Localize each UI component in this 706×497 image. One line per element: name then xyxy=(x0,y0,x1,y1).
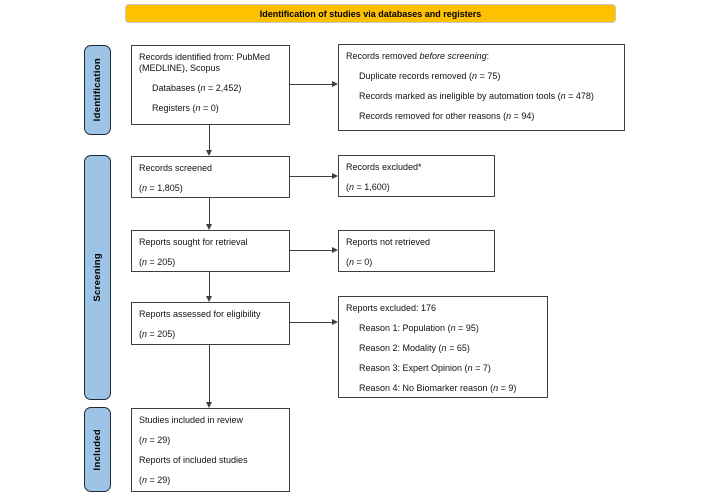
box-line: Studies included in review xyxy=(139,415,244,425)
stage-identification-label: Identification xyxy=(92,58,103,122)
arrow-assessed-to-included-head-icon xyxy=(206,402,212,408)
arrow-screened-to-excluded-line xyxy=(290,176,332,177)
arrow-sought-to-notretrieved-line xyxy=(290,250,332,251)
box-reports-sought xyxy=(131,230,290,272)
box-line: Reason 4: No Biomarker reason (n = 9) xyxy=(359,383,517,393)
box-line: Reports sought for retrieval xyxy=(139,237,248,247)
box-reports-excluded xyxy=(338,296,548,398)
box-line: Records excluded* xyxy=(346,162,422,172)
box-line: Records removed before screening: xyxy=(346,51,490,61)
arrow-sought-to-assessed-head-icon xyxy=(206,296,212,302)
arrow-sought-to-notretrieved-head-icon xyxy=(332,247,338,253)
box-line: Records removed for other reasons (n = 94) xyxy=(359,111,535,121)
box-records-identified xyxy=(131,45,290,125)
box-line: (n = 29) xyxy=(139,475,171,485)
box-line: Reports assessed for eligibility xyxy=(139,309,261,319)
box-line: (n = 1,805) xyxy=(139,183,183,193)
box-studies-included xyxy=(131,408,290,492)
box-reports-not-retrieved xyxy=(338,230,495,272)
arrow-screened-to-excluded-head-icon xyxy=(332,173,338,179)
box-records-excluded xyxy=(338,155,495,197)
box-line: Duplicate records removed (n = 75) xyxy=(359,71,501,81)
box-line: Reports not retrieved xyxy=(346,237,431,247)
arrow-assessed-to-included-line xyxy=(209,345,210,402)
stage-screening xyxy=(84,155,111,400)
arrow-screened-to-sought-line xyxy=(209,198,210,224)
arrow-identified-to-removed-line xyxy=(290,84,332,85)
stage-identification xyxy=(84,45,111,135)
box-records-screened xyxy=(131,156,290,198)
stage-included xyxy=(84,407,111,492)
box-line: Reports of included studies xyxy=(139,455,248,465)
box-line: (n = 205) xyxy=(139,329,176,339)
box-line: Reason 3: Expert Opinion (n = 7) xyxy=(359,363,491,373)
box-records-removed-before-screening xyxy=(338,44,625,131)
box-reports-assessed xyxy=(131,302,290,345)
box-line: Registers (n = 0) xyxy=(152,103,219,113)
box-line: Records screened xyxy=(139,163,213,173)
box-line: Reason 1: Population (n = 95) xyxy=(359,323,479,333)
box-line: (n = 29) xyxy=(139,435,171,445)
arrow-screened-to-sought-head-icon xyxy=(206,224,212,230)
box-line: Reports excluded: 176 xyxy=(346,303,437,313)
stage-included-label: Included xyxy=(92,428,103,471)
box-line: (n = 205) xyxy=(139,257,176,267)
arrow-identified-to-screened-line xyxy=(209,125,210,150)
box-line: Reason 2: Modality (n = 65) xyxy=(359,343,470,353)
arrow-assessed-to-excluded-line xyxy=(290,322,332,323)
arrow-sought-to-assessed-line xyxy=(209,272,210,296)
banner-title: Identification of studies via databases and registers xyxy=(125,4,616,23)
stage-screening-label: Screening xyxy=(92,253,103,302)
box-line: (n = 0) xyxy=(346,257,373,267)
arrow-assessed-to-excluded-head-icon xyxy=(332,319,338,325)
box-line: Records marked as ineligible by automation tools (n = 478) xyxy=(359,91,594,101)
box-line: Databases (n = 2,452) xyxy=(152,83,242,93)
box-line: (n = 1,600) xyxy=(346,182,390,192)
arrow-identified-to-removed-head-icon xyxy=(332,81,338,87)
box-line: Records identified from: PubMed (MEDLINE), Scopus xyxy=(139,52,271,73)
arrow-identified-to-screened-head-icon xyxy=(206,150,212,156)
